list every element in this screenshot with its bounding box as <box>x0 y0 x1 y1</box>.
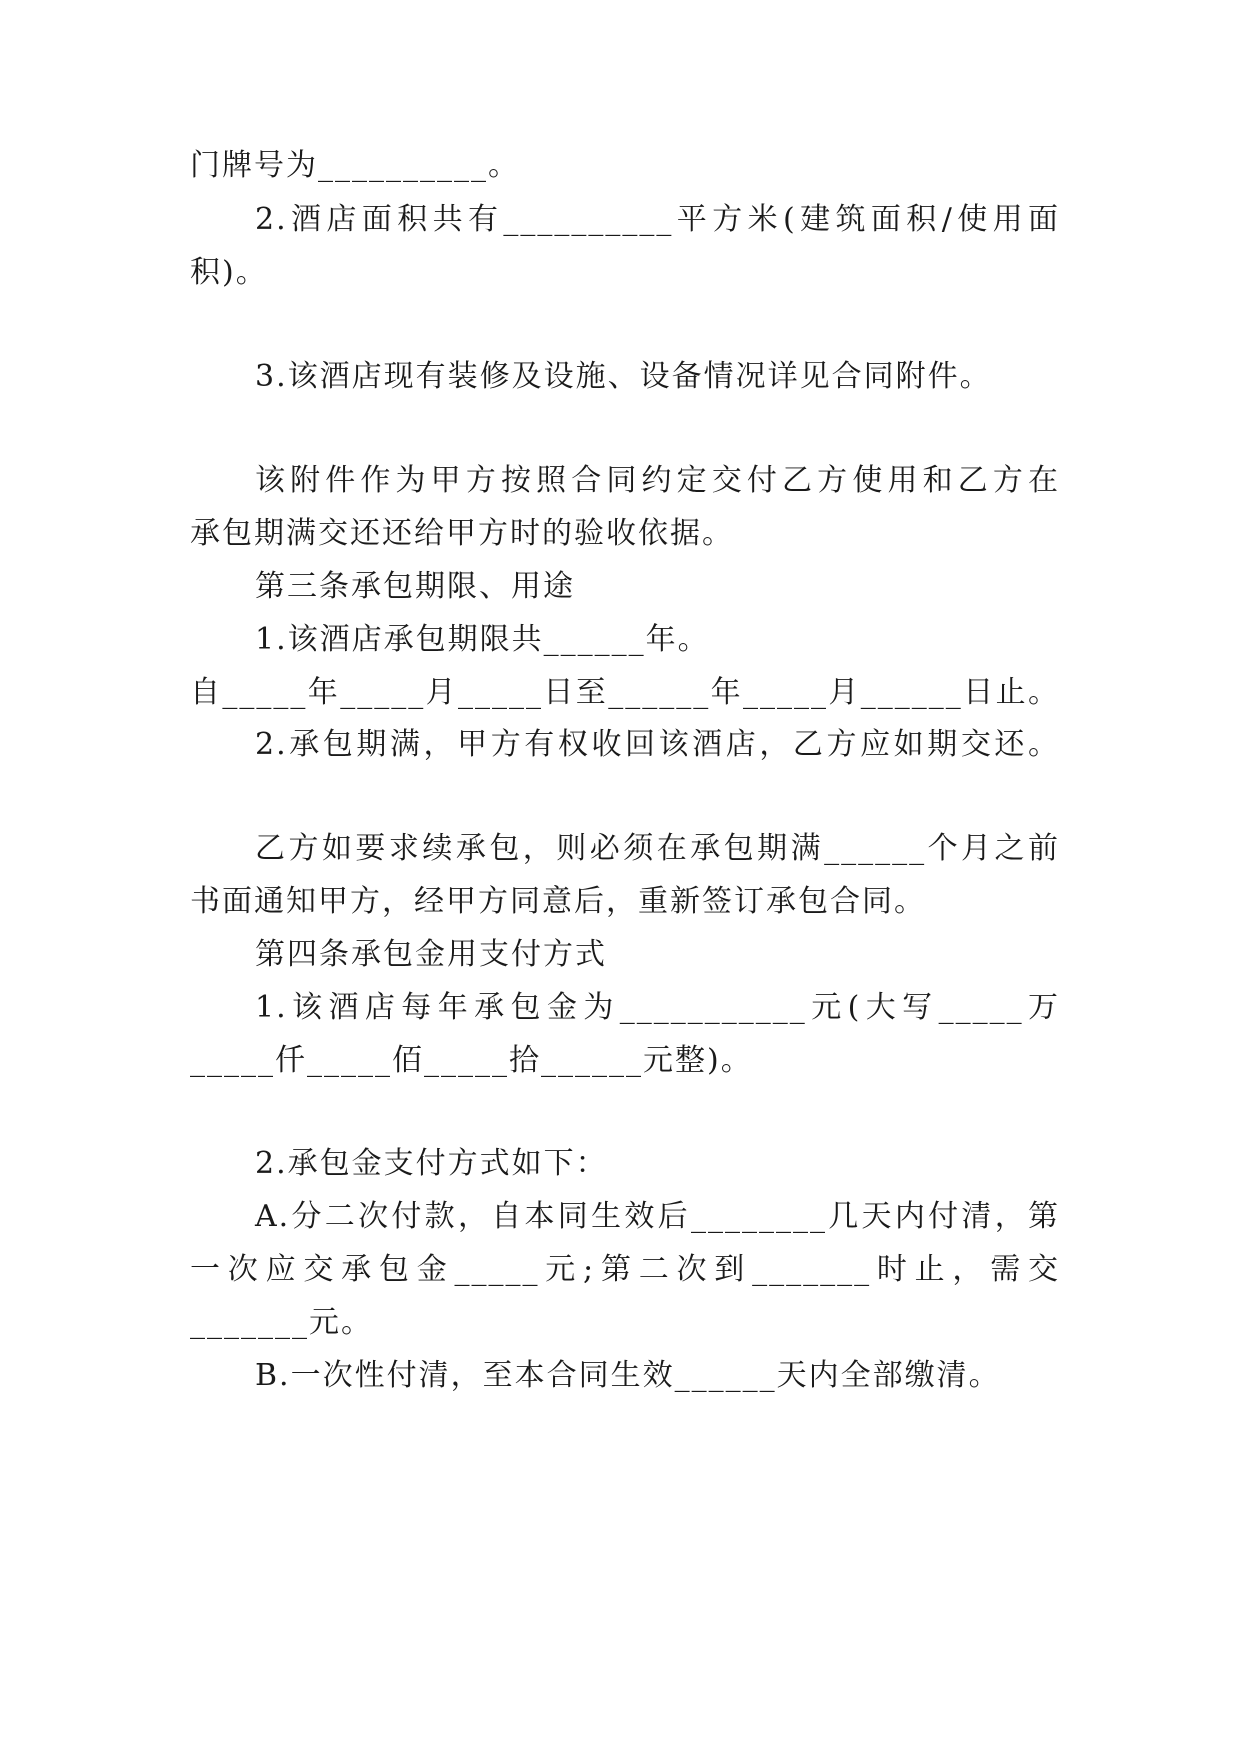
text-line: 自_____年_____月_____日至______年_____月______日止。 <box>190 675 1060 710</box>
text-line: 书面通知甲方，经甲方同意后，重新签订承包合同。 <box>190 884 926 919</box>
text-line: 1.该酒店每年承包金为___________元(大写_____万 <box>255 990 1060 1025</box>
section-heading: 第三条承包期限、用途 <box>255 569 575 604</box>
text-line: 门牌号为__________。 <box>190 148 520 183</box>
text-line: _______元。 <box>190 1305 373 1340</box>
section-heading: 第四条承包金用支付方式 <box>255 937 607 972</box>
text-line: 积)。 <box>190 255 268 290</box>
text-line: 1.该酒店承包期限共______年。 <box>255 622 710 657</box>
text-line: B.一次性付清，至本合同生效______天内全部缴清。 <box>255 1358 1001 1393</box>
text-line: 3.该酒店现有装修及设施、设备情况详见合同附件。 <box>255 359 992 394</box>
text-line: 2.承包期满，甲方有权收回该酒店，乙方应如期交还。 <box>255 727 1060 762</box>
text-line: A.分二次付款，自本同生效后________几天内付清，第 <box>255 1199 1060 1234</box>
text-line: _____仟_____佰_____拾______元整)。 <box>190 1043 753 1078</box>
text-line: 该附件作为甲方按照合同约定交付乙方使用和乙方在 <box>255 463 1060 498</box>
text-line: 乙方如要求续承包，则必须在承包期满______个月之前 <box>255 831 1060 866</box>
text-line: 承包期满交还还给甲方时的验收依据。 <box>190 516 734 551</box>
text-line: 一次应交承包金_____元;第二次到_______时止，需交 <box>190 1252 1060 1287</box>
text-line: 2.承包金支付方式如下： <box>255 1146 608 1181</box>
text-line: 2.酒店面积共有__________平方米(建筑面积/使用面 <box>255 202 1060 237</box>
